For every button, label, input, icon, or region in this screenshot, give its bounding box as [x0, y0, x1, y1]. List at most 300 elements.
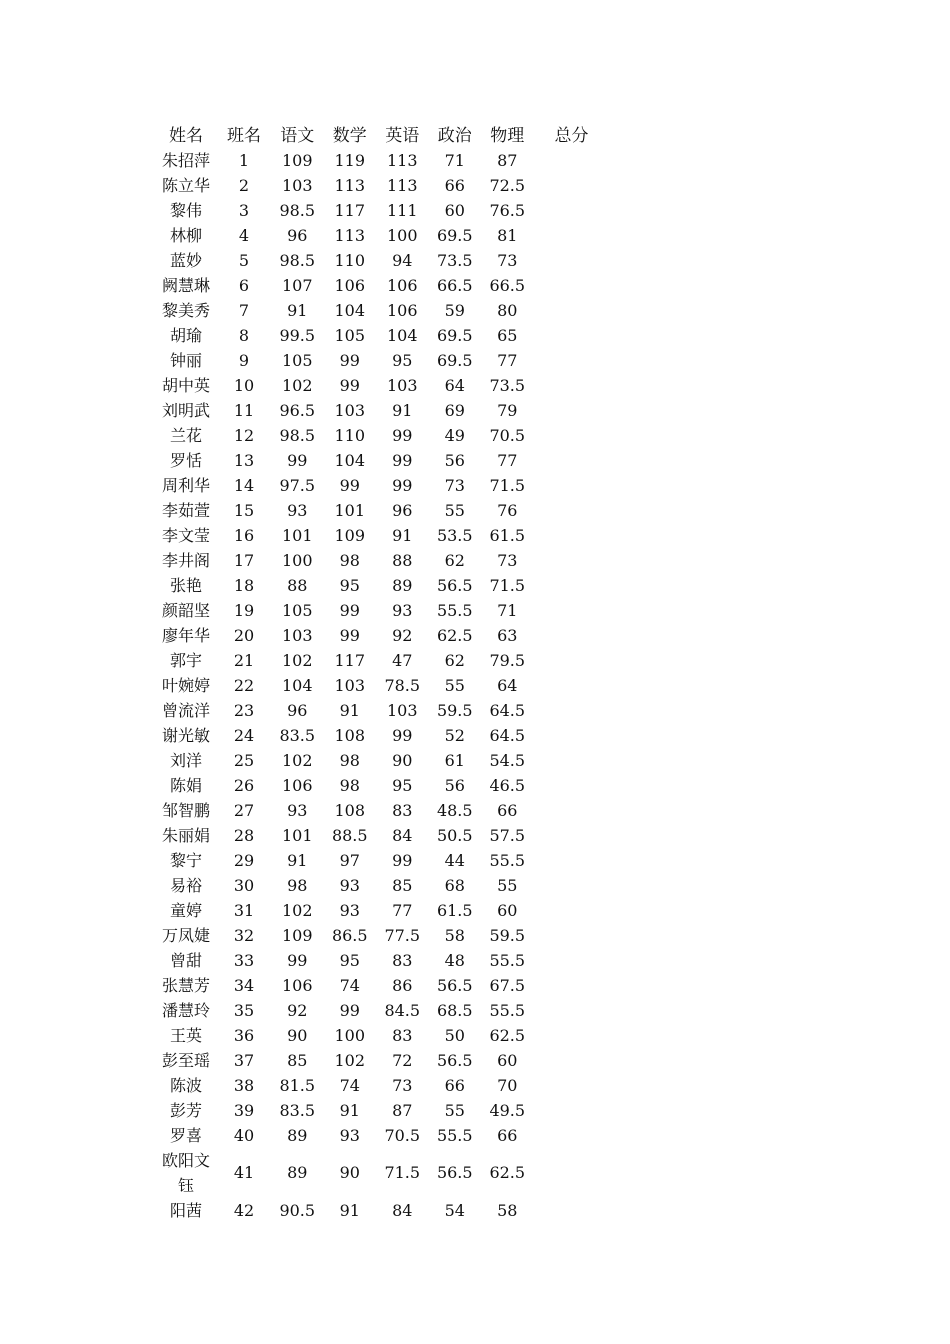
cell-name: 谢光敏 [161, 725, 210, 745]
cell-math: 86.5 [331, 925, 368, 945]
cell-total [534, 523, 610, 548]
cell-physics: 55.5 [489, 850, 526, 870]
table-body [155, 148, 610, 1223]
cell-physics: 66 [497, 800, 518, 820]
cell-politics: 59.5 [436, 700, 473, 720]
cell-english: 89 [392, 575, 413, 595]
cell-physics: 62.5 [489, 1163, 526, 1182]
cell-name: 蓝妙 [169, 250, 202, 270]
cell-physics: 59.5 [489, 925, 526, 945]
cell-politics: 55 [444, 1100, 465, 1120]
cell-politics: 44 [444, 850, 465, 870]
cell-physics: 66 [497, 1125, 518, 1145]
cell-chinese: 89 [287, 1125, 308, 1145]
table-row [155, 873, 610, 898]
cell-politics: 62 [444, 650, 465, 670]
cell-english: 70.5 [384, 1125, 421, 1145]
table-row [155, 548, 610, 573]
cell-name: 李文莹 [161, 525, 210, 545]
cell-chinese: 97.5 [279, 475, 316, 495]
table-row [155, 398, 610, 423]
cell-math: 99 [339, 625, 360, 645]
cell-total [534, 1148, 610, 1198]
header-chinese: 语文 [280, 125, 315, 146]
cell-politics: 55 [444, 675, 465, 695]
cell-chinese: 88 [287, 575, 308, 595]
cell-physics: 55 [497, 875, 518, 895]
cell-total [534, 998, 610, 1023]
cell-english: 86 [392, 975, 413, 995]
cell-chinese: 109 [281, 925, 313, 945]
cell-math: 106 [334, 275, 366, 295]
cell-english: 99 [392, 850, 413, 870]
cell-chinese: 96 [287, 225, 308, 245]
cell-physics: 70 [497, 1075, 518, 1095]
table-row [155, 923, 610, 948]
cell-english: 91 [392, 400, 413, 420]
table-row [155, 423, 610, 448]
cell-chinese: 105 [281, 600, 313, 620]
table-row [155, 198, 610, 223]
cell-physics: 64.5 [489, 725, 526, 745]
cell-name: 李井阁 [161, 550, 210, 570]
cell-politics: 56.5 [436, 1163, 473, 1182]
score-table [155, 123, 610, 1223]
cell-total [534, 848, 610, 873]
cell-english: 90 [392, 750, 413, 770]
cell-class: 10 [233, 375, 255, 395]
cell-english: 99 [392, 450, 413, 470]
table-row [155, 1123, 610, 1148]
cell-physics: 71 [497, 600, 518, 620]
table-row [155, 623, 610, 648]
cell-chinese: 104 [281, 675, 313, 695]
cell-total [534, 1198, 610, 1223]
cell-chinese: 93 [287, 800, 308, 820]
cell-class: 4 [238, 225, 250, 245]
header-math: 数学 [332, 125, 367, 146]
cell-politics: 50 [444, 1025, 465, 1045]
cell-total [534, 1098, 610, 1123]
header-class: 班名 [227, 125, 261, 146]
cell-total [534, 698, 610, 723]
cell-name: 王英 [169, 1025, 202, 1045]
cell-physics: 77 [497, 350, 518, 370]
cell-english: 83 [392, 950, 413, 970]
cell-chinese: 102 [281, 650, 313, 670]
cell-math: 113 [334, 175, 366, 195]
cell-class: 35 [233, 1000, 255, 1020]
cell-name: 黎伟 [169, 200, 202, 220]
cell-english: 104 [386, 325, 418, 345]
cell-politics: 68 [444, 875, 465, 895]
cell-english: 84 [392, 1200, 413, 1220]
table-row [155, 523, 610, 548]
cell-physics: 76 [497, 500, 518, 520]
cell-total [534, 973, 610, 998]
header-row [155, 123, 610, 148]
cell-class: 22 [233, 675, 255, 695]
cell-total [534, 1073, 610, 1098]
cell-math: 91 [339, 1200, 360, 1220]
cell-english: 88 [392, 550, 413, 570]
cell-politics: 56.5 [436, 975, 473, 995]
cell-chinese: 105 [281, 350, 313, 370]
cell-math: 74 [339, 1075, 360, 1095]
table-row [155, 173, 610, 198]
cell-math: 104 [334, 300, 366, 320]
cell-physics: 79.5 [489, 650, 526, 670]
cell-name: 彭芳 [169, 1100, 202, 1120]
cell-math: 117 [334, 650, 366, 670]
cell-class: 32 [233, 925, 255, 945]
cell-chinese: 106 [281, 775, 313, 795]
table-row [155, 948, 610, 973]
cell-total [534, 173, 610, 198]
cell-chinese: 98 [287, 875, 308, 895]
cell-physics: 77 [497, 450, 518, 470]
cell-politics: 61.5 [436, 900, 473, 920]
cell-english: 47 [392, 650, 413, 670]
cell-politics: 64 [444, 375, 465, 395]
cell-physics: 76.5 [489, 200, 526, 220]
cell-name: 钟丽 [169, 350, 202, 370]
cell-chinese: 90.5 [279, 1200, 316, 1220]
cell-physics: 73 [497, 250, 518, 270]
table-row [155, 248, 610, 273]
cell-english: 71.5 [384, 1163, 421, 1182]
cell-math: 108 [334, 725, 366, 745]
cell-class: 9 [238, 350, 250, 370]
cell-physics: 55.5 [489, 950, 526, 970]
cell-english: 99 [392, 475, 413, 495]
cell-chinese: 90 [287, 1025, 308, 1045]
table-row [155, 648, 610, 673]
cell-physics: 73 [497, 550, 518, 570]
cell-politics: 62.5 [436, 625, 473, 645]
cell-class: 28 [233, 825, 255, 845]
cell-total [534, 448, 610, 473]
cell-physics: 58 [497, 1200, 518, 1220]
cell-physics: 72.5 [489, 175, 526, 195]
cell-chinese: 98.5 [279, 200, 316, 220]
cell-math: 113 [334, 225, 366, 245]
cell-chinese: 103 [281, 625, 313, 645]
cell-chinese: 91 [287, 300, 308, 320]
cell-total [534, 873, 610, 898]
cell-english: 96 [392, 500, 413, 520]
cell-math: 119 [334, 150, 366, 170]
table-row [155, 998, 610, 1023]
cell-english: 99 [392, 725, 413, 745]
header-physics: 物理 [490, 125, 525, 146]
cell-total [534, 673, 610, 698]
cell-politics: 55.5 [436, 1125, 473, 1145]
cell-class: 23 [233, 700, 255, 720]
cell-math: 104 [334, 450, 366, 470]
cell-english: 95 [392, 775, 413, 795]
table-row [155, 448, 610, 473]
cell-chinese: 102 [281, 900, 313, 920]
cell-class: 7 [238, 300, 250, 320]
cell-politics: 66 [444, 1075, 465, 1095]
cell-chinese: 101 [281, 825, 313, 845]
cell-politics: 66 [444, 175, 465, 195]
cell-total [534, 623, 610, 648]
cell-total [534, 473, 610, 498]
cell-physics: 65 [497, 325, 518, 345]
table-row [155, 698, 610, 723]
cell-politics: 69 [444, 400, 465, 420]
cell-class: 30 [233, 875, 255, 895]
cell-total [534, 273, 610, 298]
table-row [155, 598, 610, 623]
cell-physics: 61.5 [489, 525, 526, 545]
cell-math: 103 [334, 400, 366, 420]
cell-class: 18 [233, 575, 255, 595]
cell-physics: 79 [497, 400, 518, 420]
cell-english: 87 [392, 1100, 413, 1120]
cell-physics: 66.5 [489, 275, 526, 295]
cell-chinese: 96.5 [279, 400, 316, 420]
cell-physics: 71.5 [489, 575, 526, 595]
cell-math: 88.5 [331, 825, 368, 845]
cell-english: 93 [392, 600, 413, 620]
cell-chinese: 98.5 [279, 250, 316, 270]
cell-chinese: 91 [287, 850, 308, 870]
cell-chinese: 81.5 [279, 1075, 316, 1095]
cell-math: 102 [334, 1050, 366, 1070]
cell-name: 叶婉婷 [161, 675, 210, 695]
cell-math: 95 [339, 575, 360, 595]
cell-class: 33 [233, 950, 255, 970]
cell-english: 84.5 [384, 1000, 421, 1020]
cell-total [534, 898, 610, 923]
cell-math: 103 [334, 675, 366, 695]
cell-math: 93 [339, 1125, 360, 1145]
cell-english: 100 [386, 225, 418, 245]
cell-total [534, 548, 610, 573]
cell-math: 91 [339, 1100, 360, 1120]
cell-total [534, 198, 610, 223]
cell-total [534, 223, 610, 248]
table-row [155, 1098, 610, 1123]
cell-math: 100 [334, 1025, 366, 1045]
cell-math: 109 [334, 525, 366, 545]
cell-english: 111 [386, 200, 418, 220]
cell-name: 兰花 [169, 425, 202, 445]
cell-chinese: 109 [281, 150, 313, 170]
cell-english: 113 [386, 175, 418, 195]
cell-english: 106 [386, 300, 418, 320]
cell-class: 27 [233, 800, 255, 820]
cell-physics: 60 [497, 900, 518, 920]
cell-chinese: 92 [287, 1000, 308, 1020]
cell-politics: 56.5 [436, 1050, 473, 1070]
cell-name: 颜韶坚 [161, 600, 210, 620]
cell-name: 黎美秀 [161, 300, 210, 320]
cell-class: 42 [233, 1200, 255, 1220]
cell-chinese: 89 [287, 1163, 308, 1182]
cell-chinese: 106 [281, 975, 313, 995]
cell-class: 16 [233, 525, 255, 545]
cell-name: 曾甜 [169, 950, 202, 970]
cell-math: 93 [339, 900, 360, 920]
table-row [155, 823, 610, 848]
header-total: 总分 [554, 125, 589, 146]
cell-math: 99 [339, 600, 360, 620]
cell-total [534, 723, 610, 748]
cell-physics: 67.5 [489, 975, 526, 995]
cell-class: 13 [233, 450, 255, 470]
cell-name: 林柳 [169, 225, 202, 245]
cell-chinese: 96 [287, 700, 308, 720]
cell-politics: 73 [444, 475, 465, 495]
table-row [155, 798, 610, 823]
cell-name: 罗恬 [169, 450, 202, 470]
cell-physics: 64.5 [489, 700, 526, 720]
cell-name: 陈娟 [169, 775, 202, 795]
table-row [155, 373, 610, 398]
table-row [155, 1048, 610, 1073]
cell-class: 34 [233, 975, 255, 995]
cell-name: 曾流洋 [161, 700, 210, 720]
cell-name: 邹智鹏 [161, 800, 210, 820]
cell-total [534, 948, 610, 973]
cell-name: 罗喜 [169, 1125, 202, 1145]
cell-english: 103 [386, 375, 418, 395]
cell-chinese: 102 [281, 375, 313, 395]
cell-physics: 62.5 [489, 1025, 526, 1045]
cell-physics: 46.5 [489, 775, 526, 795]
cell-class: 11 [233, 400, 255, 420]
table-row [155, 748, 610, 773]
cell-name: 张慧芳 [161, 975, 210, 995]
cell-total [534, 148, 610, 173]
cell-name: 郭宇 [169, 650, 202, 670]
table-row [155, 1073, 610, 1098]
cell-name: 胡瑜 [169, 325, 202, 345]
cell-name: 童婷 [169, 900, 202, 920]
cell-physics: 87 [497, 150, 518, 170]
cell-english: 95 [392, 350, 413, 370]
cell-english: 83 [392, 1025, 413, 1045]
cell-politics: 53.5 [436, 525, 473, 545]
cell-name: 欧阳文 钰 [161, 1151, 210, 1195]
cell-chinese: 99 [287, 450, 308, 470]
cell-physics: 71.5 [489, 475, 526, 495]
cell-politics: 60 [444, 200, 465, 220]
cell-english: 77 [392, 900, 413, 920]
cell-physics: 60 [497, 1050, 518, 1070]
cell-politics: 54 [444, 1200, 465, 1220]
cell-physics: 73.5 [489, 375, 526, 395]
cell-politics: 56.5 [436, 575, 473, 595]
cell-english: 103 [386, 700, 418, 720]
cell-politics: 66.5 [436, 275, 473, 295]
cell-chinese: 102 [281, 750, 313, 770]
cell-total [534, 748, 610, 773]
table-row [155, 1198, 610, 1223]
cell-total [534, 323, 610, 348]
cell-class: 14 [233, 475, 255, 495]
cell-total [534, 398, 610, 423]
cell-english: 91 [392, 525, 413, 545]
cell-chinese: 100 [281, 550, 313, 570]
cell-total [534, 298, 610, 323]
cell-english: 113 [386, 150, 418, 170]
table-row [155, 223, 610, 248]
cell-math: 93 [339, 875, 360, 895]
cell-chinese: 103 [281, 175, 313, 195]
cell-math: 108 [334, 800, 366, 820]
cell-class: 1 [238, 150, 250, 170]
cell-physics: 63 [497, 625, 518, 645]
cell-chinese: 83.5 [279, 725, 316, 745]
cell-class: 6 [238, 275, 250, 295]
cell-class: 19 [233, 600, 255, 620]
cell-class: 24 [233, 725, 255, 745]
cell-chinese: 83.5 [279, 1100, 316, 1120]
cell-chinese: 101 [281, 525, 313, 545]
header-english: 英语 [385, 125, 420, 146]
cell-name: 朱丽娟 [161, 825, 210, 845]
cell-politics: 55 [444, 500, 465, 520]
cell-politics: 49 [444, 425, 465, 445]
cell-class: 29 [233, 850, 255, 870]
cell-politics: 58 [444, 925, 465, 945]
cell-math: 97 [339, 850, 360, 870]
cell-name: 彭至瑶 [161, 1050, 210, 1070]
table-row [155, 673, 610, 698]
cell-class: 3 [238, 200, 250, 220]
cell-politics: 71 [444, 150, 465, 170]
cell-total [534, 798, 610, 823]
cell-politics: 50.5 [436, 825, 473, 845]
cell-politics: 73.5 [436, 250, 473, 270]
cell-politics: 69.5 [436, 350, 473, 370]
cell-class: 5 [238, 250, 250, 270]
table-row [155, 848, 610, 873]
cell-chinese: 99 [287, 950, 308, 970]
cell-math: 91 [339, 700, 360, 720]
cell-physics: 57.5 [489, 825, 526, 845]
table-row [155, 1148, 610, 1198]
cell-physics: 80 [497, 300, 518, 320]
table-row [155, 573, 610, 598]
cell-english: 94 [392, 250, 413, 270]
cell-class: 20 [233, 625, 255, 645]
table-row [155, 323, 610, 348]
table-row [155, 973, 610, 998]
table-row [155, 498, 610, 523]
cell-physics: 54.5 [489, 750, 526, 770]
cell-math: 99 [339, 350, 360, 370]
table-row [155, 1023, 610, 1048]
cell-english: 92 [392, 625, 413, 645]
cell-math: 110 [334, 425, 366, 445]
cell-english: 78.5 [384, 675, 421, 695]
cell-math: 99 [339, 1000, 360, 1020]
cell-class: 38 [233, 1075, 255, 1095]
table-row [155, 273, 610, 298]
cell-math: 101 [334, 500, 366, 520]
cell-name: 李茹萱 [161, 500, 210, 520]
cell-class: 8 [238, 325, 250, 345]
cell-total [534, 498, 610, 523]
table-row [155, 723, 610, 748]
cell-name: 万凤婕 [161, 925, 210, 945]
